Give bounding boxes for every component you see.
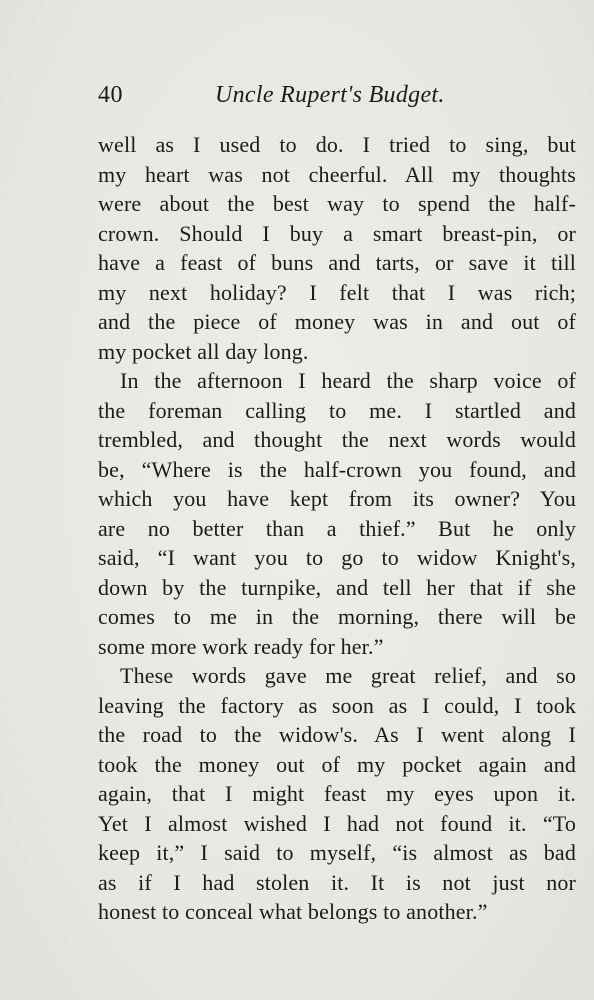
- body-text: [98, 130, 576, 927]
- text-line: my pocket all day long.: [98, 338, 309, 364]
- text-line: trembled, and thought the next words would: [98, 427, 576, 452]
- text-line: were about the best way to spend the half-: [98, 191, 576, 216]
- text-line: down by the turnpike, and tell her that if she: [98, 574, 576, 600]
- text-line: honest to conceal what belongs to another.”: [98, 899, 488, 924]
- text-line: be, “Where is the half-crown you found, and: [98, 456, 576, 482]
- text-line: and the piece of money was in and out of: [98, 309, 576, 334]
- text-line: took the money out of my pocket again and: [98, 751, 576, 777]
- text-line: my next holiday? I felt that I was rich;: [98, 279, 576, 305]
- text-line: are no better than a thief.” But he only: [98, 515, 576, 541]
- text-line: well as I used to do. I tried to sing, but: [98, 132, 576, 157]
- text-line: said, “I want you to go to widow Knight's,: [98, 545, 576, 570]
- text-line: Yet I almost wished I had not found it. “To: [98, 810, 576, 836]
- text-line: These words gave me great relief, and so: [120, 663, 576, 688]
- text-line: keep it,” I said to myself, “is almost as bad: [98, 840, 576, 865]
- text-line: crown. Should I buy a smart breast-pin, or: [98, 220, 576, 246]
- page-number: 40: [98, 82, 123, 108]
- text-line: comes to me in the morning, there will be: [98, 604, 576, 629]
- text-line: my heart was not cheerful. All my thoughts: [98, 161, 576, 187]
- text-line: as if I had stolen it. It is not just nor: [98, 869, 576, 895]
- running-title: Uncle Rupert's Budget.: [215, 82, 445, 108]
- text-line: In the afternoon I heard the sharp voice of: [120, 368, 576, 393]
- text-line: some more work ready for her.”: [98, 633, 384, 659]
- text-line: leaving the factory as soon as I could, I took: [98, 692, 576, 718]
- text-line: the foreman calling to me. I startled and: [98, 397, 576, 423]
- text-line: which you have kept from its owner? You: [98, 486, 576, 511]
- text-line: the road to the widow's. As I went along I: [98, 722, 576, 747]
- text-line: have a feast of buns and tarts, or save it till: [98, 250, 576, 275]
- text-line: again, that I might feast my eyes upon it.: [98, 781, 576, 806]
- page-header: [98, 82, 478, 116]
